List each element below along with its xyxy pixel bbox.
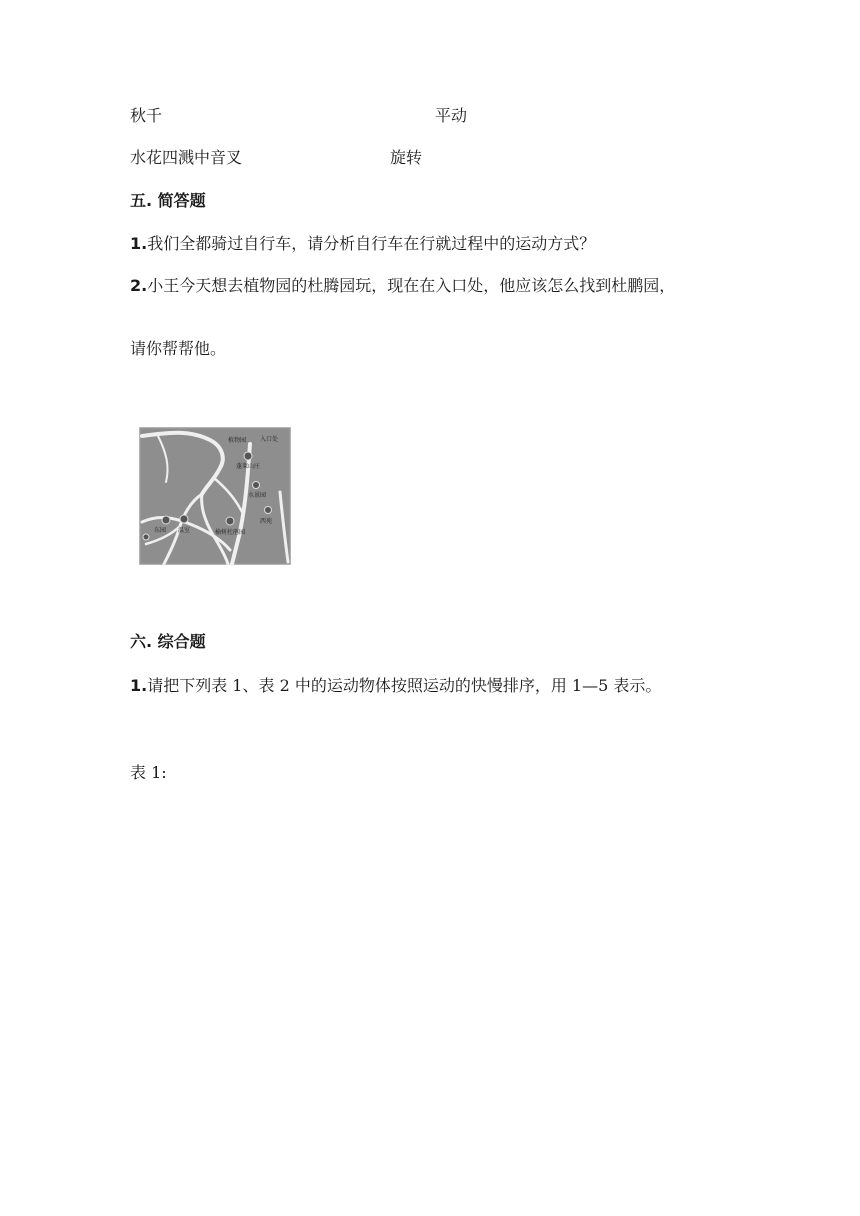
match-left-2: 水花四溅中音叉: [130, 148, 243, 167]
question-number: 2.: [130, 276, 148, 295]
section5-title: 五. 简答题: [130, 191, 206, 210]
garden-map-image: [130, 422, 293, 568]
match-left-1: 秋千: [130, 106, 163, 125]
question-text: 请把下列表 1、表 2 中的运动物体按照运动的快慢排序，用 1—5 表示。: [147, 676, 662, 695]
section5-q2: [130, 276, 675, 296]
question-text: 小王今天想去植物园的杜腾园玩，现在在入口处，他应该怎么找到杜鹏园，: [147, 276, 676, 295]
section6-q1: [130, 676, 661, 696]
map-label-entrance: 入口处: [260, 436, 279, 443]
match-right-1: 平动: [435, 106, 468, 125]
map-label-center: 榆树杜鹃园: [215, 529, 246, 536]
map-label-top: 蓬莱山庄: [236, 463, 261, 470]
match-right-2: 旋转: [390, 148, 423, 167]
section5-q2-cont: 请你帮帮他。: [130, 339, 227, 358]
section5-q1: [130, 234, 595, 254]
question-number: 1.: [130, 676, 148, 695]
question-number: 1.: [130, 234, 148, 253]
question-text: 我们全都骑过自行车，请分析自行车在行就过程中的运动方式？: [147, 234, 596, 253]
table1-label: 表 1:: [130, 763, 167, 782]
map-label-left: 东园: [154, 527, 167, 534]
map-label-right: 西苑: [260, 518, 273, 525]
map-label-garden: 植物园: [228, 437, 247, 444]
map-label-mid-right: 水景园: [248, 492, 267, 499]
map-label-center-left: 温室: [178, 527, 191, 534]
map-svg: [130, 422, 293, 568]
section6-title: 六. 综合题: [130, 632, 206, 651]
